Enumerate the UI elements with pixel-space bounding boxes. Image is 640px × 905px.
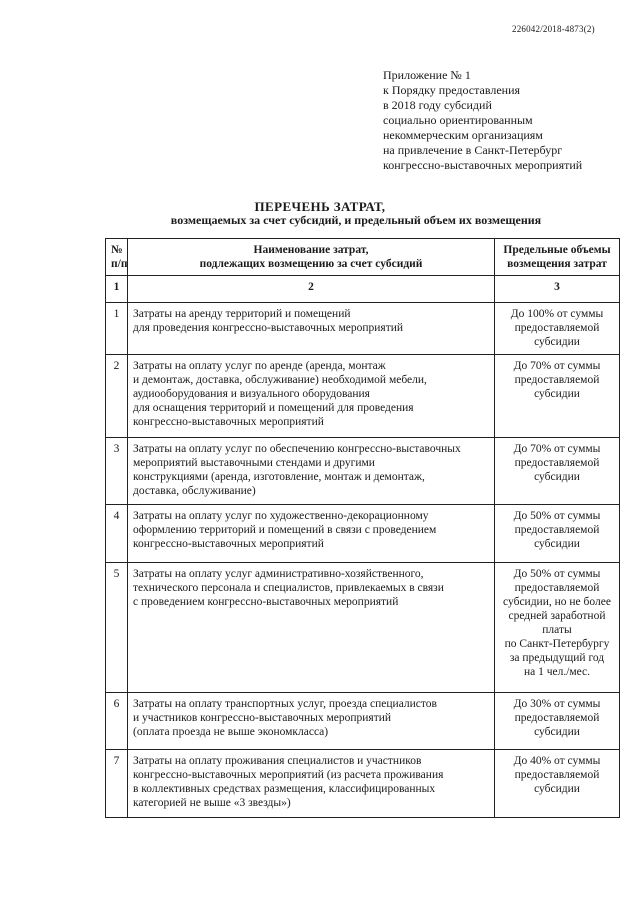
limit-line: До 30% от суммы bbox=[513, 698, 601, 710]
cost-name-cell bbox=[128, 563, 495, 693]
cost-name-line: конгрессно-выставочных мероприятий (из расчета проживания bbox=[133, 769, 444, 781]
cost-name-line: конгрессно-выставочных мероприятий bbox=[133, 538, 324, 550]
cost-name-line: мероприятий выставочными стендами и другими bbox=[133, 457, 375, 469]
appendix-line: в 2018 году субсидий bbox=[383, 98, 492, 112]
document-title: ПЕРЕЧЕНЬ ЗАТРАТ, bbox=[254, 199, 386, 214]
cost-name-line: категорией не выше «3 звезды») bbox=[133, 797, 291, 809]
limit-line: До 50% от суммы bbox=[513, 510, 601, 522]
cost-name-cell bbox=[128, 355, 495, 438]
limit-line: предоставляемой bbox=[514, 374, 600, 386]
limit-line: субсидии, но не более bbox=[503, 596, 611, 608]
table-row bbox=[106, 438, 620, 505]
table-row bbox=[106, 750, 620, 818]
header-name-line: подлежащих возмещению за счет субсидий bbox=[199, 258, 423, 270]
table-row bbox=[106, 355, 620, 438]
cost-name-line: Затраты на оплату услуг по обеспечению конгрессно-выставочных bbox=[133, 443, 461, 455]
cost-name-line: и демонтаж, доставка, обслуживание) необходимой мебели, bbox=[133, 374, 427, 386]
appendix-line: конгрессно-выставочных мероприятий bbox=[383, 158, 583, 172]
cost-name-line: технического персонала и специалистов, привлекаемых в связи bbox=[133, 582, 444, 594]
cost-name-cell bbox=[128, 303, 495, 355]
limit-line: на 1 чел./мес. bbox=[523, 666, 591, 678]
table-row bbox=[106, 693, 620, 750]
cost-name-line: Затраты на оплату услуг по аренде (аренда, монтаж bbox=[133, 360, 386, 372]
limit-line: субсидии bbox=[534, 336, 580, 348]
limit-line: предоставляемой bbox=[514, 769, 600, 781]
appendix-line: Приложение № 1 bbox=[383, 68, 471, 82]
row-number: 6 bbox=[106, 693, 128, 750]
column-number: 1 bbox=[106, 276, 128, 303]
limit-cell bbox=[495, 303, 620, 355]
limit-line: До 50% от суммы bbox=[513, 568, 601, 580]
cost-name-line: Затраты на оплату услуг административно-хозяйственного, bbox=[133, 568, 424, 580]
limit-line: До 70% от суммы bbox=[513, 360, 601, 372]
cost-name-line: с проведением конгрессно-выставочных мероприятий bbox=[133, 596, 399, 608]
limit-line: До 100% от суммы bbox=[510, 308, 604, 320]
limit-line: предоставляемой bbox=[514, 582, 600, 594]
cost-name-line: Затраты на аренду территорий и помещений bbox=[133, 308, 351, 320]
limit-line: До 70% от суммы bbox=[513, 443, 601, 455]
limit-cell bbox=[495, 438, 620, 505]
cost-name-line: доставка, обслуживание) bbox=[133, 485, 256, 497]
cost-name-cell bbox=[128, 750, 495, 818]
limit-line: субсидии bbox=[534, 388, 580, 400]
header-limit-line: возмещения затрат bbox=[507, 258, 607, 270]
cost-name-line: конструкциями (аренда, изготовление, монтаж и демонтаж, bbox=[133, 471, 425, 483]
table-row bbox=[106, 563, 620, 693]
column-number: 2 bbox=[128, 276, 495, 303]
header-name bbox=[128, 239, 495, 276]
cost-name-line: Затраты на оплату услуг по художественно-декорационному bbox=[133, 510, 429, 522]
limit-line: До 40% от суммы bbox=[513, 755, 601, 767]
header-num bbox=[106, 239, 128, 276]
row-number: 4 bbox=[106, 505, 128, 563]
cost-name-line: для проведения конгрессно-выставочных мероприятий bbox=[133, 322, 404, 334]
limit-cell bbox=[495, 505, 620, 563]
table-row bbox=[106, 505, 620, 563]
header-name-line: Наименование затрат, bbox=[253, 244, 369, 256]
limit-line: субсидии bbox=[534, 471, 580, 483]
header-limit bbox=[495, 239, 620, 276]
cost-name-cell bbox=[128, 693, 495, 750]
row-number: 7 bbox=[106, 750, 128, 818]
costs-table bbox=[105, 238, 620, 818]
appendix-line: на привлечение в Санкт-Петербург bbox=[383, 143, 563, 157]
limit-line: предоставляемой bbox=[514, 457, 600, 469]
cost-name-cell bbox=[128, 505, 495, 563]
limit-line: предоставляемой bbox=[514, 524, 600, 536]
limit-line: субсидии bbox=[534, 538, 580, 550]
row-number: 2 bbox=[106, 355, 128, 438]
cost-name-line: в коллективных средствах размещения, классифицированных bbox=[133, 783, 436, 795]
column-number-row bbox=[106, 276, 620, 303]
header-num-line: п/п bbox=[111, 258, 128, 270]
limit-line: платы bbox=[542, 624, 572, 636]
limit-line: предоставляемой bbox=[514, 712, 600, 724]
document-subtitle: возмещаемых за счет субсидий, и предельный объем их возмещения bbox=[170, 213, 542, 227]
limit-line: предоставляемой bbox=[514, 322, 600, 334]
document-number: 226042/2018-4873(2) bbox=[512, 24, 595, 34]
cost-name-line: аудиооборудования и визуального оборудования bbox=[133, 388, 370, 400]
row-number: 3 bbox=[106, 438, 128, 505]
cost-name-line: оформлению территорий и помещений в связи с проведением bbox=[133, 524, 437, 536]
limit-cell bbox=[495, 693, 620, 750]
limit-line: субсидии bbox=[534, 726, 580, 738]
limit-line: средней заработной bbox=[508, 610, 606, 622]
header-num-line: № bbox=[111, 244, 123, 256]
cost-name-line: для оснащения территорий и помещений для проведения bbox=[133, 402, 414, 414]
cost-name-line: и участников конгрессно-выставочных мероприятий bbox=[133, 712, 392, 724]
appendix-line: социально ориентированным bbox=[383, 113, 533, 127]
table-header-row bbox=[106, 239, 620, 276]
header-limit-line: Предельные объемы bbox=[503, 244, 611, 256]
column-number: 3 bbox=[495, 276, 620, 303]
appendix-line: некоммерческим организациям bbox=[383, 128, 543, 142]
cost-name-line: (оплата проезда не выше экономкласса) bbox=[133, 726, 329, 738]
cost-name-line: Затраты на оплату проживания специалистов и участников bbox=[133, 755, 422, 767]
appendix-note bbox=[383, 68, 633, 173]
limit-cell bbox=[495, 750, 620, 818]
limit-line: за предыдущий год bbox=[509, 652, 605, 664]
appendix-line: к Порядку предоставления bbox=[383, 83, 521, 97]
limit-cell bbox=[495, 563, 620, 693]
cost-name-cell bbox=[128, 438, 495, 505]
limit-cell bbox=[495, 355, 620, 438]
limit-line: по Санкт-Петербургу bbox=[504, 638, 610, 650]
row-number: 1 bbox=[106, 303, 128, 355]
limit-line: субсидии bbox=[534, 783, 580, 795]
row-number: 5 bbox=[106, 563, 128, 693]
cost-name-line: Затраты на оплату транспортных услуг, проезда специалистов bbox=[133, 698, 437, 710]
table-row bbox=[106, 303, 620, 355]
cost-name-line: конгрессно-выставочных мероприятий bbox=[133, 416, 324, 428]
